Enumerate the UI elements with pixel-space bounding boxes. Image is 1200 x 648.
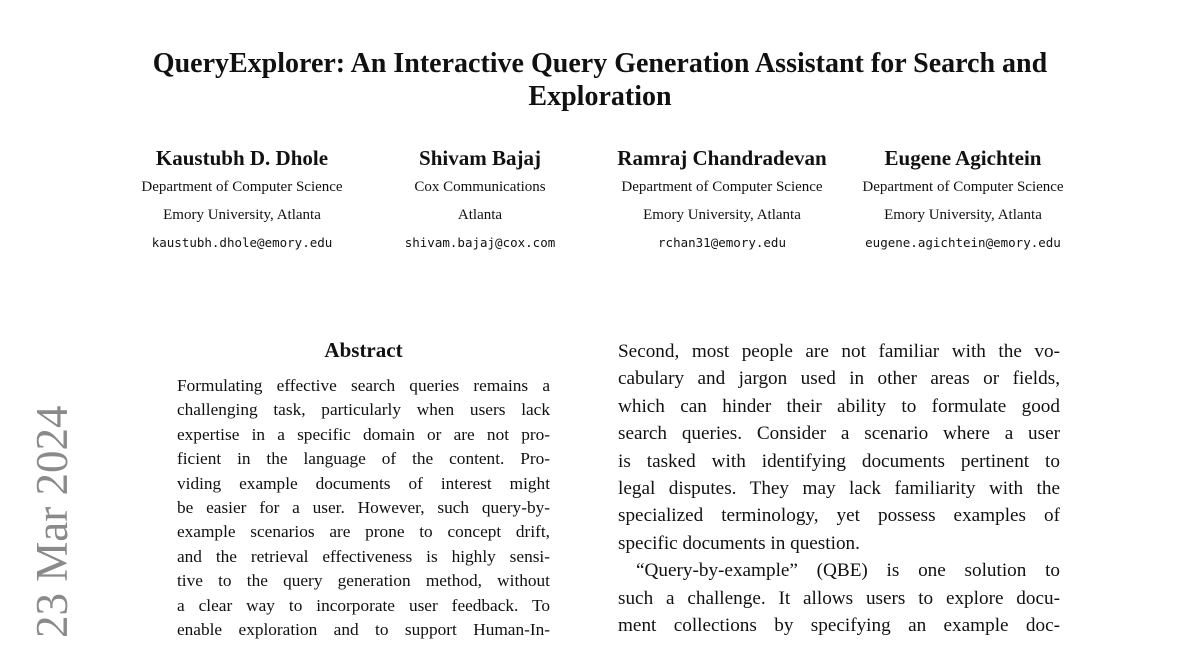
author-block-chandradevan (592, 143, 852, 257)
body-line: specialized terminology, yet possess examples of (618, 505, 1060, 527)
body-line: Second, most people are not familiar with the vo- (618, 341, 1060, 362)
body-line: ment collections by specifying an example doc- (618, 615, 1060, 637)
body-line: which can hinder their ability to formulate good (618, 395, 1060, 417)
author-affiliation: Department of Computer Science (621, 179, 823, 195)
abstract-line: be easier for a user. However, such query-by- (177, 498, 550, 518)
body-line: is tasked with identifying documents pertinent to (618, 450, 1060, 472)
abstract-line: and the retrieval effectiveness is highly sensi- (177, 546, 550, 566)
author-email: kaustubh.dhole@emory.edu (151, 235, 333, 250)
author-location: Emory University, Atlanta (643, 207, 801, 223)
author-name: Kaustubh D. Dhole (155, 146, 329, 170)
body-line: such a challenge. It allows users to explore docu- (618, 587, 1060, 609)
title-line-1: QueryExplorer: An Interactive Query Generation Assistant for Search and (152, 48, 1048, 79)
abstract-line: challenging task, particularly when users lack (177, 400, 550, 420)
abstract-line: enable exploration and to support Human-In- (177, 620, 550, 640)
abstract-line: Formulating effective search queries remains a (177, 376, 550, 395)
abstract-line: ficient in the language of the content. Pro- (177, 449, 550, 469)
author-name: Shivam Bajaj (419, 146, 541, 170)
author-email: eugene.agichtein@emory.edu (865, 235, 1061, 250)
abstract-line: a clear way to incorporate user feedback. To (177, 595, 550, 615)
author-name: Ramraj Chandradevan (617, 146, 827, 170)
author-email: rchan31@emory.edu (658, 235, 786, 250)
abstract-line: expertise in a specific domain or are not pro- (177, 424, 550, 444)
body-line: cabulary and jargon used in other areas or fields, (618, 368, 1060, 390)
author-location: Atlanta (457, 207, 503, 223)
body-line: specific documents in question. (618, 532, 860, 554)
author-location: Emory University, Atlanta (163, 207, 321, 223)
abstract-body (177, 374, 550, 642)
author-email: shivam.bajaj@cox.com (404, 235, 556, 250)
abstract-heading: Abstract (324, 338, 403, 362)
author-affiliation: Department of Computer Science (862, 179, 1064, 195)
body-line: legal disputes. They may lack familiarity with the (618, 478, 1060, 500)
author-block-dhole (102, 143, 382, 257)
body-line: “Query-by-example” (QBE) is one solution to (636, 560, 1060, 582)
author-affiliation: Department of Computer Science (141, 179, 343, 195)
abstract-line: tive to the query generation method, without (177, 571, 550, 591)
author-name: Eugene Agichtein (884, 146, 1042, 170)
author-affiliation: Cox Communications (414, 179, 546, 195)
paper-title (100, 47, 1100, 113)
author-block-bajaj (360, 143, 600, 257)
arxiv-date-stamp: 23 Mar 2024 (27, 405, 77, 638)
author-location: Emory University, Atlanta (884, 207, 1042, 223)
body-line: search queries. Consider a scenario where a user (618, 423, 1060, 445)
abstract-line: example scenarios are prone to concept drift, (177, 522, 550, 542)
abstract-line: viding example documents of interest might (177, 473, 550, 493)
author-block-agichtein (832, 143, 1094, 257)
title-line-2: Exploration (528, 81, 672, 112)
right-column-body (618, 338, 1060, 639)
